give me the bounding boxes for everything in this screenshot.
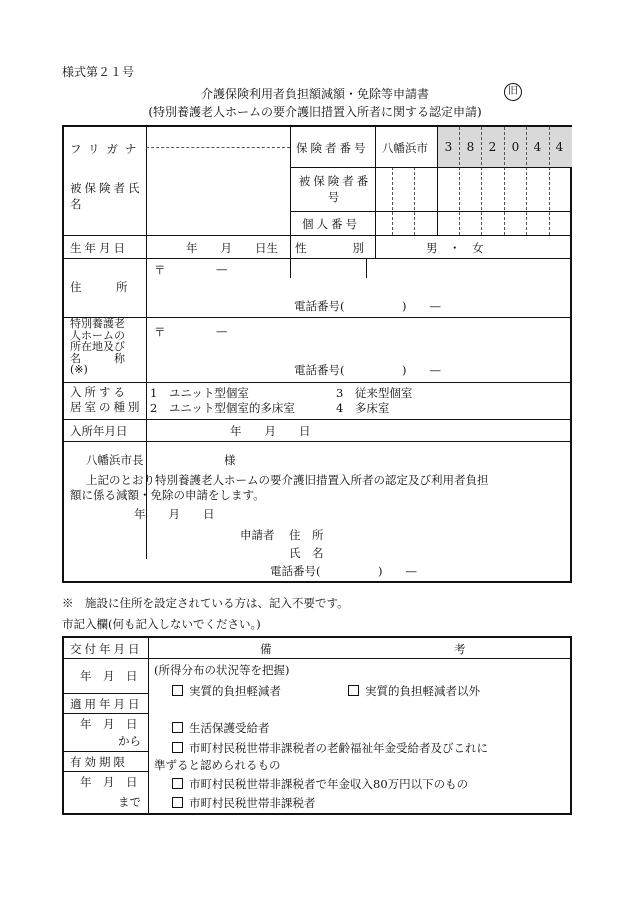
- applicant-address-label: 住 所: [289, 528, 324, 542]
- address-note: ※ 施設に住所を設定されている方は、記入不要です。: [62, 596, 349, 610]
- old-measure-mark: 旧: [504, 83, 522, 101]
- insured-name-field[interactable]: [150, 151, 286, 233]
- personal-number-field[interactable]: [376, 212, 571, 234]
- checkbox-item[interactable]: 市町村民税世帯非課税者の老齢福祉年金受給者及びこれに: [172, 740, 488, 756]
- insurer-digit: 0: [511, 140, 520, 154]
- checkbox-item[interactable]: 実質的負担軽減者: [172, 683, 281, 699]
- facility-label: 特別養護老 人ホームの 所在地及び 名 称 (※): [70, 317, 125, 376]
- checkbox-icon: [172, 722, 183, 733]
- insurer-digit: 2: [488, 140, 497, 154]
- admission-date-format: 年 月 日: [230, 424, 311, 438]
- insured-name-label: 被保険者氏名: [70, 181, 143, 211]
- room-option-2[interactable]: 2 ユニット型個室的多床室: [150, 401, 295, 415]
- form-title: 介護保険利用者負担額減額・免除等申請書: [200, 87, 429, 101]
- addressee-suffix: 様: [224, 453, 236, 467]
- checkbox-item[interactable]: 生活保護受給者: [172, 720, 270, 736]
- checkbox-item[interactable]: 市町村民税世帯非課税者: [172, 795, 316, 811]
- insurer-digit: 4: [533, 140, 542, 154]
- personal-number-label: 個人番号: [302, 217, 360, 231]
- checkbox-item[interactable]: 実質的負担軽減者以外: [348, 683, 480, 699]
- checkbox-icon: [172, 685, 183, 696]
- issue-date-ymd: 年 月 日: [80, 669, 138, 683]
- apply-date-ymd: 年 月 日: [80, 717, 138, 731]
- postal-dash: —: [216, 262, 228, 276]
- insurer-digit: 8: [466, 140, 475, 154]
- from-label: から: [118, 734, 141, 748]
- sex-options[interactable]: 男 ・ 女: [426, 241, 484, 255]
- office-use-table: [62, 636, 572, 815]
- room-option-4[interactable]: 4 多床室: [336, 401, 390, 415]
- furigana-label: フリガナ: [70, 142, 144, 156]
- room-type-label: 入所する 居室の種別: [70, 385, 143, 414]
- insurer-name: 八幡浜市: [382, 141, 428, 155]
- form-number: 様式第２１号: [62, 65, 135, 79]
- valid-until-ymd: 年 月 日: [80, 775, 138, 789]
- valid-period-label: 有効期限: [70, 755, 128, 769]
- until-label: まで: [118, 795, 141, 809]
- applicant-name-label: 氏 名: [289, 546, 324, 560]
- checkbox-icon: [172, 797, 183, 808]
- checkbox-icon: [172, 742, 183, 753]
- checkbox-continuation: 準ずると認められるもの: [154, 758, 281, 772]
- issue-date-label: 交付年月日: [70, 642, 143, 656]
- postal-mark: 〒: [154, 263, 166, 277]
- insured-number-field[interactable]: [376, 168, 571, 210]
- facility-postal-mark: 〒: [154, 325, 166, 339]
- insurer-number-label: 保険者番号: [296, 141, 369, 155]
- checkbox-item[interactable]: 市町村民税世帯非課税者で年金収入80万円以下のもの: [172, 776, 468, 792]
- apply-date-label: 適用年月日: [70, 697, 143, 711]
- checkbox-icon: [172, 778, 183, 789]
- birth-date-format: 年 月 日生: [186, 241, 278, 255]
- facility-phone: 電話番号( ) —: [294, 363, 441, 377]
- checkbox-icon: [348, 685, 359, 696]
- sex-label: 性 別: [295, 241, 364, 255]
- remarks-label-1: 備: [260, 642, 272, 656]
- address-label: 住 所: [70, 280, 128, 294]
- application-text-line1: 上記のとおり特別養護老人ホームの要介護旧措置入所者の認定及び利用者負担: [86, 473, 489, 487]
- insured-number-label: 被保険者番号: [298, 174, 372, 204]
- insurer-digit: 3: [444, 140, 453, 154]
- room-option-3[interactable]: 3 従来型個室: [336, 386, 413, 400]
- address-phone: 電話番号( ) —: [294, 299, 441, 313]
- addressee: 八幡浜市長: [86, 453, 144, 467]
- applicant-label: 申請者: [240, 528, 275, 542]
- remarks-label-2: 考: [454, 642, 466, 656]
- form-subtitle: (特別養護老人ホームの要介護旧措置入所者に関する認定申請): [148, 105, 482, 119]
- main-form-table: [62, 125, 572, 583]
- application-text-line2: 額に係る減額・免除の申請をします。: [70, 488, 265, 502]
- room-option-1[interactable]: 1 ユニット型個室: [150, 386, 249, 400]
- insurer-digit: 4: [555, 140, 564, 154]
- application-date: 年 月 日: [134, 507, 215, 521]
- birth-date-label: 生年月日: [70, 241, 128, 255]
- facility-postal-dash: —: [216, 324, 228, 338]
- income-note: (所得分布の状況等を把握): [154, 663, 290, 677]
- admission-date-label: 入所年月日: [70, 424, 128, 438]
- applicant-phone: 電話番号( ) —: [270, 564, 417, 578]
- office-use-label: 市記入欄(何も記入しないでください。): [62, 617, 261, 631]
